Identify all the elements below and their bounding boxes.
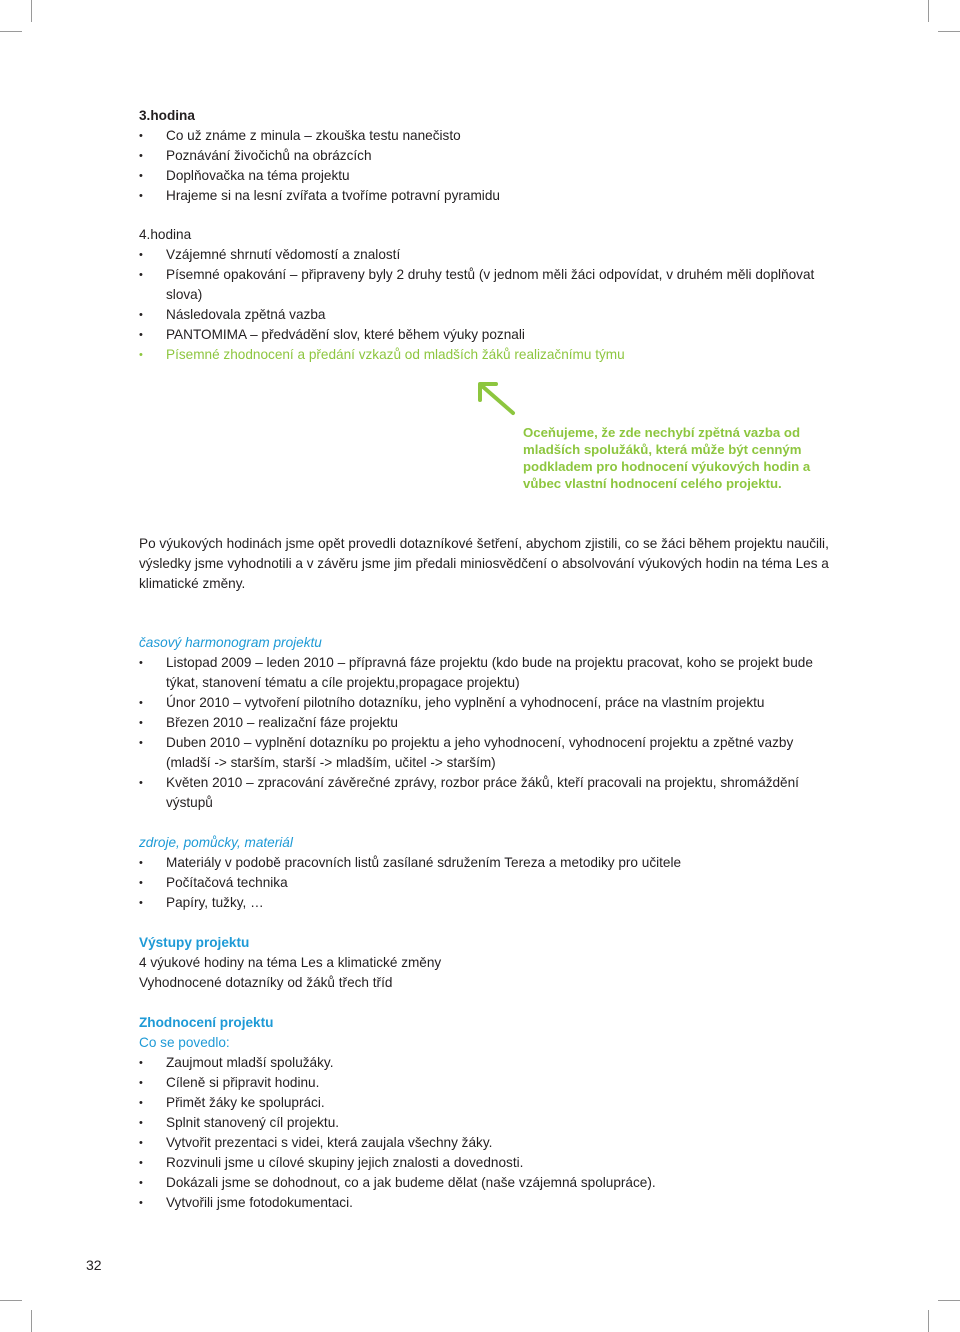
document-body (139, 106, 839, 1213)
list-item: • Dokázali jsme se dohodnout, co a jak budeme dělat (naše vzájemná spolupráce). (139, 1173, 839, 1193)
harmonogram-heading: časový harmonogram projektu (139, 635, 322, 650)
list-item: • Cíleně si připravit hodinu. (139, 1073, 839, 1093)
evaluation-list (139, 1053, 839, 1213)
list-item: • Poznávání živočichů na obrázcích (139, 146, 839, 166)
list-item: • Listopad 2009 – leden 2010 – přípravná fáze projektu (kdo bude na projektu pracovat, koho se projekt bude týkat, stanovení tématu a cíle projektu,propagace projektu) (139, 653, 839, 693)
summary-paragraph: Po výukových hodinách jsme opět provedli dotazníkové šetření, abychom zjistili, co se žáci během projektu naučili, výsledky jsme vyhodnotili a v závěru jsme jim předali miniosvědčení o absolvování výukových hodin na téma Les a klimatické změny. (139, 536, 829, 591)
outputs-heading: Výstupy projektu (139, 935, 250, 950)
outputs-line: 4 výukové hodiny na téma Les a klimatické změny (139, 955, 442, 970)
lesson-3-heading: 3.hodina (139, 108, 195, 123)
list-item: • Splnit stanovený cíl projektu. (139, 1113, 839, 1133)
evaluation-subheading: Co se povedlo: (139, 1035, 230, 1050)
list-item: • Počítačová technika (139, 873, 839, 893)
list-item: • Papíry, tužky, … (139, 893, 839, 913)
list-item: • Co už známe z minula – zkouška testu nanečisto (139, 126, 839, 146)
list-item: • Vzájemné shrnutí vědomostí a znalostí (139, 245, 839, 265)
section-lesson-3 (139, 106, 839, 206)
list-item: • Zaujmout mladší spolužáky. (139, 1053, 839, 1073)
crop-mark-bottom-right-vertical (928, 1310, 929, 1332)
arrow-up-left-icon (474, 378, 518, 418)
crop-mark-top-right (938, 31, 960, 32)
highlighted-list-item: • Písemné zhodnocení a předání vzkazů od mladších žáků realizačnímu týmu (139, 345, 839, 365)
list-item: • Vytvořit prezentaci s videi, která zaujala všechny žáky. (139, 1133, 839, 1153)
section-outputs (139, 933, 839, 993)
crop-mark-top-left (0, 31, 22, 32)
list-item: • Březen 2010 – realizační fáze projektu (139, 713, 839, 733)
crop-mark-top-left-vertical (31, 0, 32, 22)
list-item: • Doplňovačka na téma projektu (139, 166, 839, 186)
list-item: • Přimět žáky ke spolupráci. (139, 1093, 839, 1113)
crop-mark-bottom-left-vertical (31, 1310, 32, 1332)
list-item: • Únor 2010 – vytvoření pilotního dotazníku, jeho vyplnění a vyhodnocení, práce na vlastním projektu (139, 693, 839, 713)
feedback-note: Oceňujeme, že zde nechybí zpětná vazba od mladších spolužáků, která může být cenným podkladem pro hodnocení výukových hodin a vůbec vlastní hodnocení celého projektu. (523, 425, 811, 491)
list-item: • Materiály v podobě pracovních listů zasílané sdružením Tereza a metodiky pro učitele (139, 853, 839, 873)
list-item: • Rozvinuli jsme u cílové skupiny jejich znalosti a dovednosti. (139, 1153, 839, 1173)
outputs-line: Vyhodnocené dotazníky od žáků třech tříd (139, 975, 393, 990)
list-item: • Květen 2010 – zpracování závěrečné zprávy, rozbor práce žáků, kteří pracovali na projektu, shromáždění výstupů (139, 773, 839, 813)
resources-list (139, 853, 839, 913)
crop-mark-top-right-vertical (928, 0, 929, 22)
resources-heading: zdroje, pomůcky, materiál (139, 835, 293, 850)
crop-mark-bottom-left (0, 1300, 22, 1301)
section-lesson-4 (139, 225, 839, 365)
evaluation-heading: Zhodnocení projektu (139, 1015, 274, 1030)
list-item: • Vytvořili jsme fotodokumentaci. (139, 1193, 839, 1213)
lesson-4-list (139, 245, 839, 365)
section-evaluation (139, 1013, 839, 1213)
list-item: • Hrajeme si na lesní zvířata a tvoříme potravní pyramidu (139, 186, 839, 206)
section-harmonogram (139, 633, 839, 813)
harmonogram-list (139, 653, 839, 813)
list-item: • Písemné opakování – připraveny byly 2 druhy testů (v jednom měli žáci odpovídat, v druhém měli doplňovat slova) (139, 265, 839, 305)
list-item: • PANTOMIMA – předvádění slov, které během výuky poznali (139, 325, 839, 345)
list-item: • Duben 2010 – vyplnění dotazníku po projektu a jeho vyhodnocení, vyhodnocení projektu a zpětné vazby (mladší -> starším, starší -> mladším, učitel -> starším) (139, 733, 839, 773)
page-number: 32 (86, 1257, 102, 1273)
list-item: • Následovala zpětná vazba (139, 305, 839, 325)
lesson-4-heading: 4.hodina (139, 227, 192, 242)
lesson-3-list (139, 126, 839, 206)
crop-mark-bottom-right (938, 1300, 960, 1301)
section-resources (139, 833, 839, 913)
